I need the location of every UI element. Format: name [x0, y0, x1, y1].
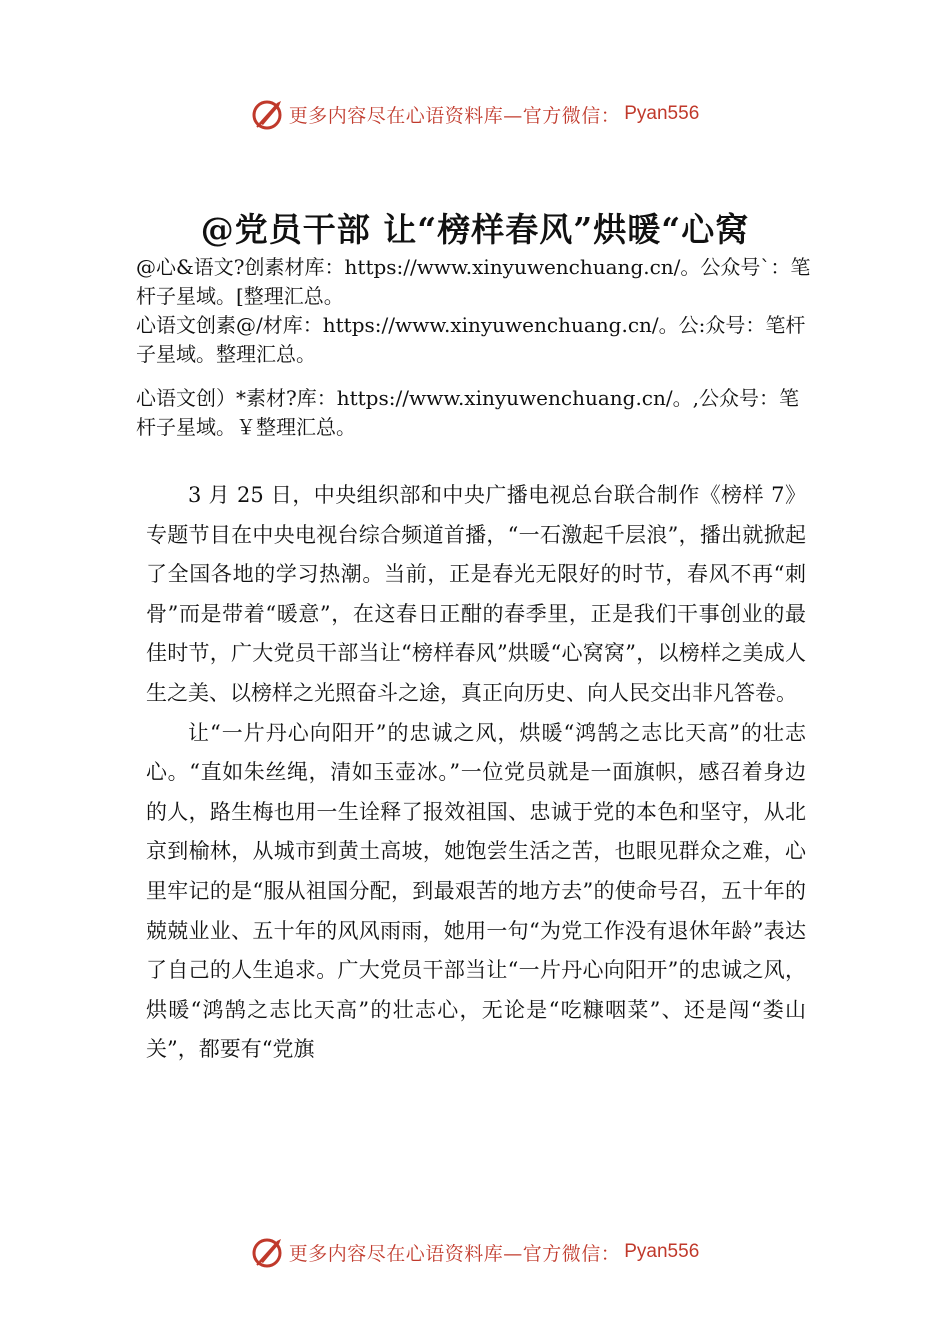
body-paragraph: 让“一片丹心向阳开”的忠诚之风，烘暖“鸿鹄之志比天高”的壮志心。“直如朱丝绳，清如玉壶冰。”一位党员就是一面旗帜，感召着身边的人，路生梅也用一生诠释了报效祖国、忠诚于党的本色和坚守，从北京到榆林，从城市到黄土高坡，她饱尝生活之苦，也眼见群众之难，心里牢记的是“服从祖国分配，到最艰苦的地方去”的使命号召，五十年的兢兢业业、五十年的风风雨雨，她用一句“为党工作没有退休年龄”表达了自己的人生追求。广大党员干部当让“一片丹心向阳开”的忠诚之风，烘暖“鸿鹄之志比天高”的壮志心，无论是“吃糠咽菜”、还是闯“娄山关”，都要有“党旗 [146, 720, 806, 1062]
footer-wechat-id: Pyan556 [624, 1241, 700, 1262]
source-note [136, 384, 816, 442]
header-banner-text: 更多内容尽在心语资料库—官方微信： [288, 104, 621, 127]
source-note-text: 心语文创）*素材?库：https://www.xinyuwenchuang.cn/。,公众号：笔杆子星域。￥整理汇总。 [136, 386, 799, 439]
source-note-text: @心&语文?创素材库：https://www.xinyuwenchuang.cn/。公众号`：笔杆子星域。[整理汇总。 [136, 255, 811, 308]
quill-logo-icon [251, 1235, 285, 1269]
footer-banner-text: 更多内容尽在心语资料库—官方微信： [288, 1242, 621, 1265]
source-note [136, 311, 816, 369]
header-banner [0, 94, 950, 134]
header-wechat-id: Pyan556 [624, 103, 700, 124]
footer-banner [0, 1232, 950, 1272]
document-title: @党员干部 让“榜样春风”烘暖“心窝 [200, 210, 750, 249]
source-note-text: 心语文创素@/材库：https://www.xinyuwenchuang.cn/。公:众号：笔杆子星域。整理汇总。 [136, 313, 806, 366]
quill-logo-icon [251, 97, 285, 131]
body-paragraph: 3 月 25 日，中央组织部和中央广播电视总台联合制作《榜样 7》专题节目在中央电视台综合频道首播，“一石激起千层浪”，播出就掀起了全国各地的学习热潮。当前，正是春光无限好的时节，春风不再“刺骨”而是带着“暖意”，在这春日正酣的春季里，正是我们干事创业的最佳时节，广大党员干部当让“榜样春风”烘暖“心窝窝”，以榜样之美成人生之美、以榜样之光照奋斗之途，真正向历史、向人民交出非凡答卷。 [146, 483, 806, 705]
source-note [136, 253, 816, 311]
article-body [146, 476, 806, 1070]
